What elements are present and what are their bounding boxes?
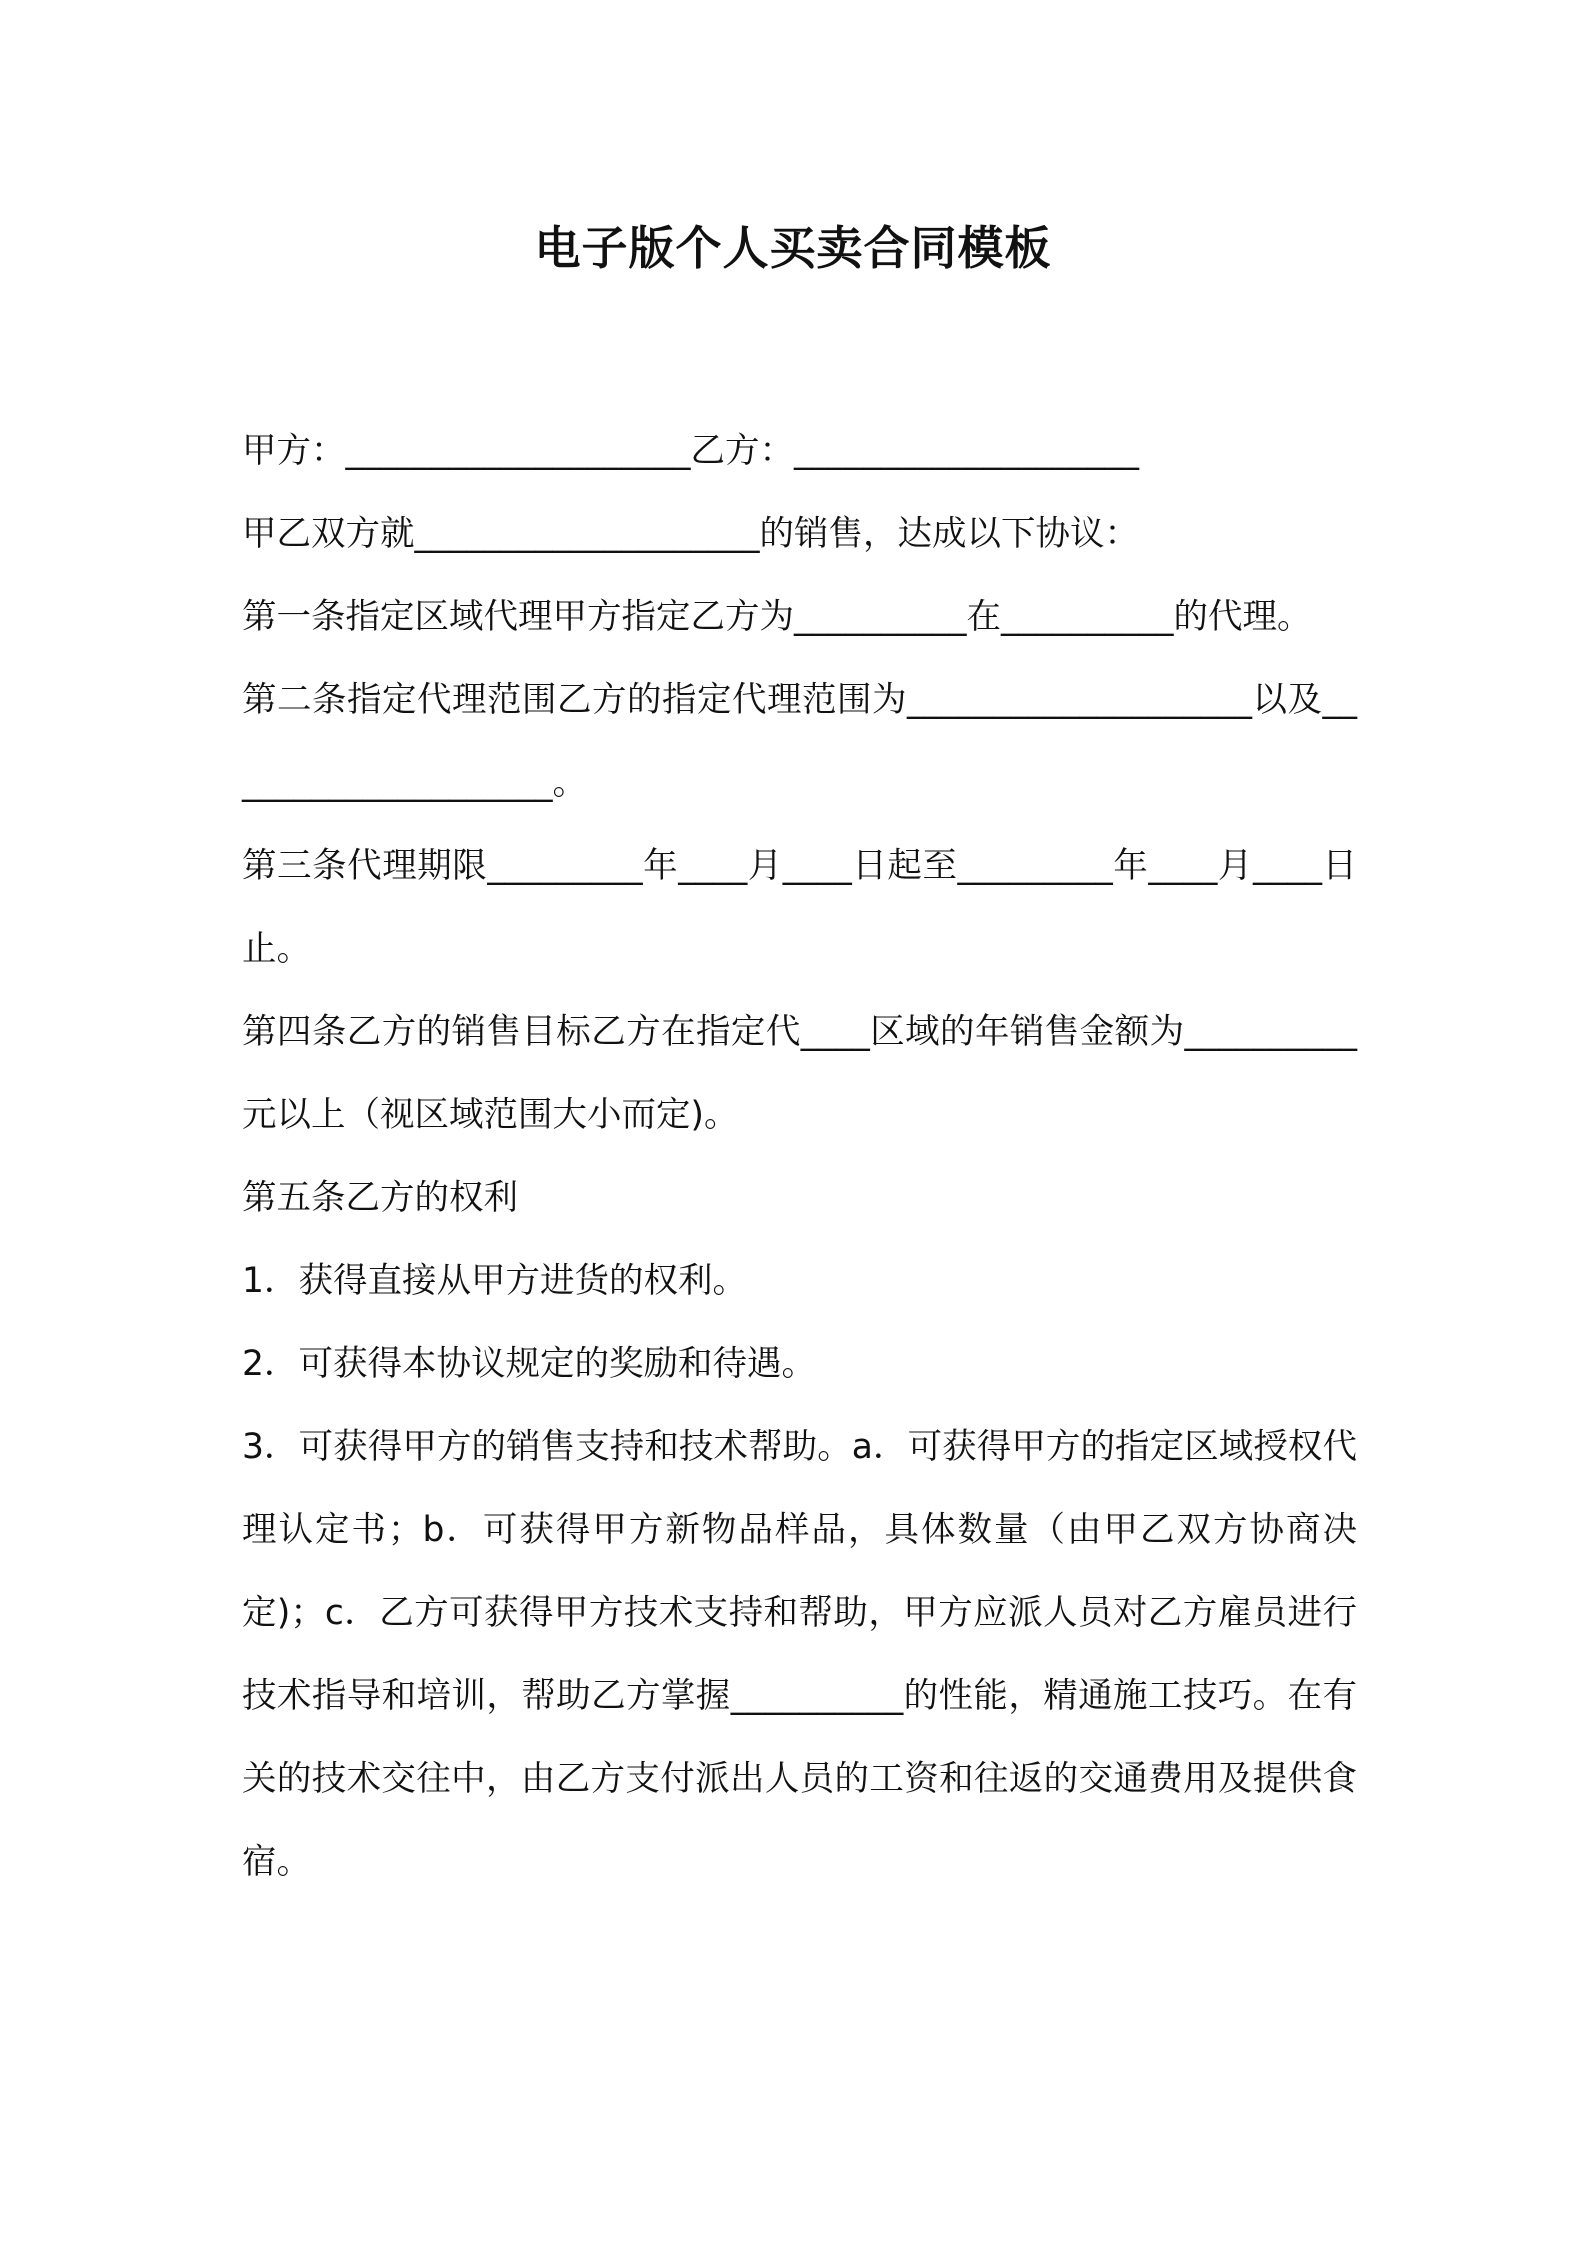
article-2: 第二条指定代理范围乙方的指定代理范围为____________________以及____________________。	[242, 680, 1357, 803]
agreement-intro: 甲乙双方就____________________的销售，达成以下协议：	[242, 514, 1139, 554]
article-5-item-3: 3．可获得甲方的销售支持和技术帮助。a．可获得甲方的指定区域授权代理认定书；b．可获得甲方新物品样品，具体数量（由甲乙双方协商决定)；c．乙方可获得甲方技术支持和帮助，甲方应派人员对乙方雇员进行技术指导和培训，帮助乙方掌握__________的性能，精通施工技巧。在有关的技术交往中，由乙方支付派出人员的工资和往返的交通费用及提供食宿。	[242, 1427, 1357, 1882]
document-title: 电子版个人买卖合同模板	[534, 221, 1052, 275]
article-1: 第一条指定区域代理甲方指定乙方为__________在__________的代理。	[242, 597, 1312, 637]
article-5-item-1: 1．获得直接从甲方进货的权利。	[242, 1261, 747, 1301]
article-4: 第四条乙方的销售目标乙方在指定代____区域的年销售金额为__________元以上（视区域范围大小而定)。	[242, 1012, 1357, 1135]
article-5-heading: 第五条乙方的权利	[242, 1178, 518, 1218]
article-3: 第三条代理期限_________年____月____日起至_________年____月____日止。	[242, 846, 1357, 969]
article-5-item-2: 2．可获得本协议规定的奖励和待遇。	[242, 1344, 816, 1384]
party-line: 甲方：____________________乙方：____________________	[242, 431, 1139, 471]
document-body	[242, 410, 1357, 1904]
